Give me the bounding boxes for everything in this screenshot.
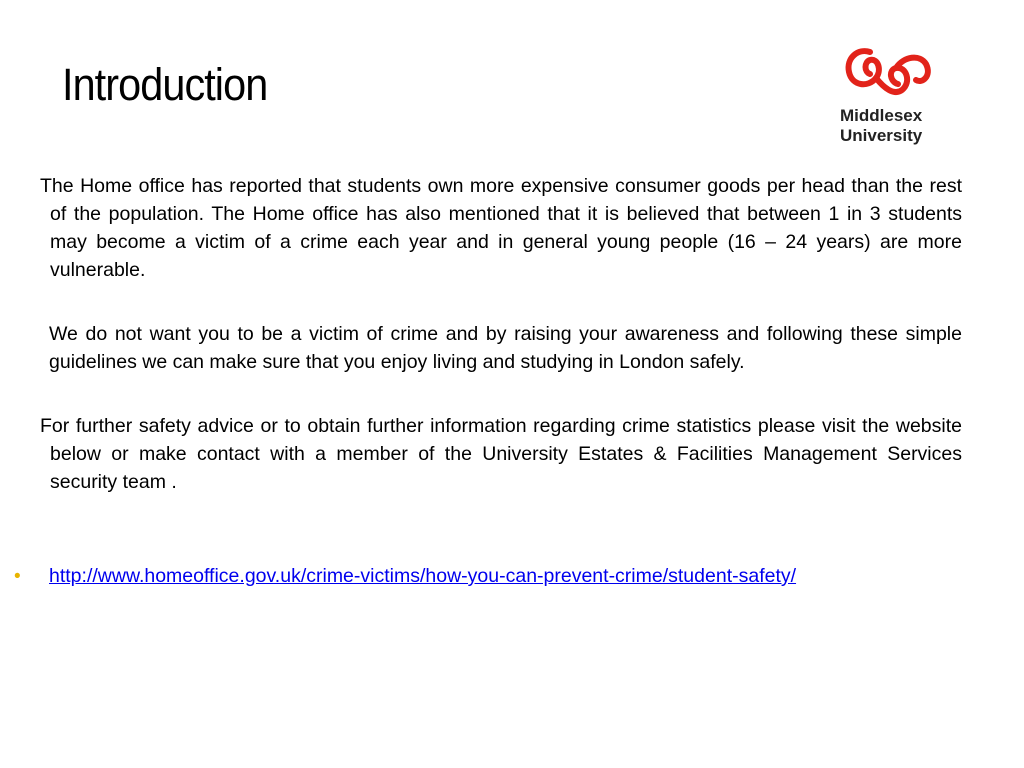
paragraph-awareness: We do not want you to be a victim of crime and by raising your awareness and following these simple guidelines we can make sure that you enjoy living and studying in London safely.: [49, 323, 962, 373]
logo-wordmark: [840, 106, 922, 146]
link-list-item: [14, 562, 796, 591]
logo-line-middlesex: Middlesex: [840, 106, 923, 125]
home-office-link[interactable]: http://www.homeoffice.gov.uk/crime-victims/how-you-can-prevent-crime/student-safety/: [49, 565, 797, 587]
logo-line-university: University: [840, 126, 923, 145]
university-logo: [832, 44, 942, 148]
paragraph-home-office: The Home office has reported that students own more expensive consumer goods per head than the rest of the population. The Home office has also mentioned that it is believed that between 1 in 3 students may become a victim of a crime each year and in general young people (16 – 24 years) are more vulnerable.: [40, 175, 962, 281]
slide-title: Introduction: [62, 59, 268, 110]
slide-body: [40, 172, 962, 532]
middlesex-swirl-logo-icon: [840, 44, 932, 106]
paragraph-further-advice: For further safety advice or to obtain further information regarding crime statistics please visit the website below or make contact with a member of the University Estates & Facilities Management Services security team .: [40, 415, 962, 493]
bullet-icon: •: [14, 566, 21, 587]
